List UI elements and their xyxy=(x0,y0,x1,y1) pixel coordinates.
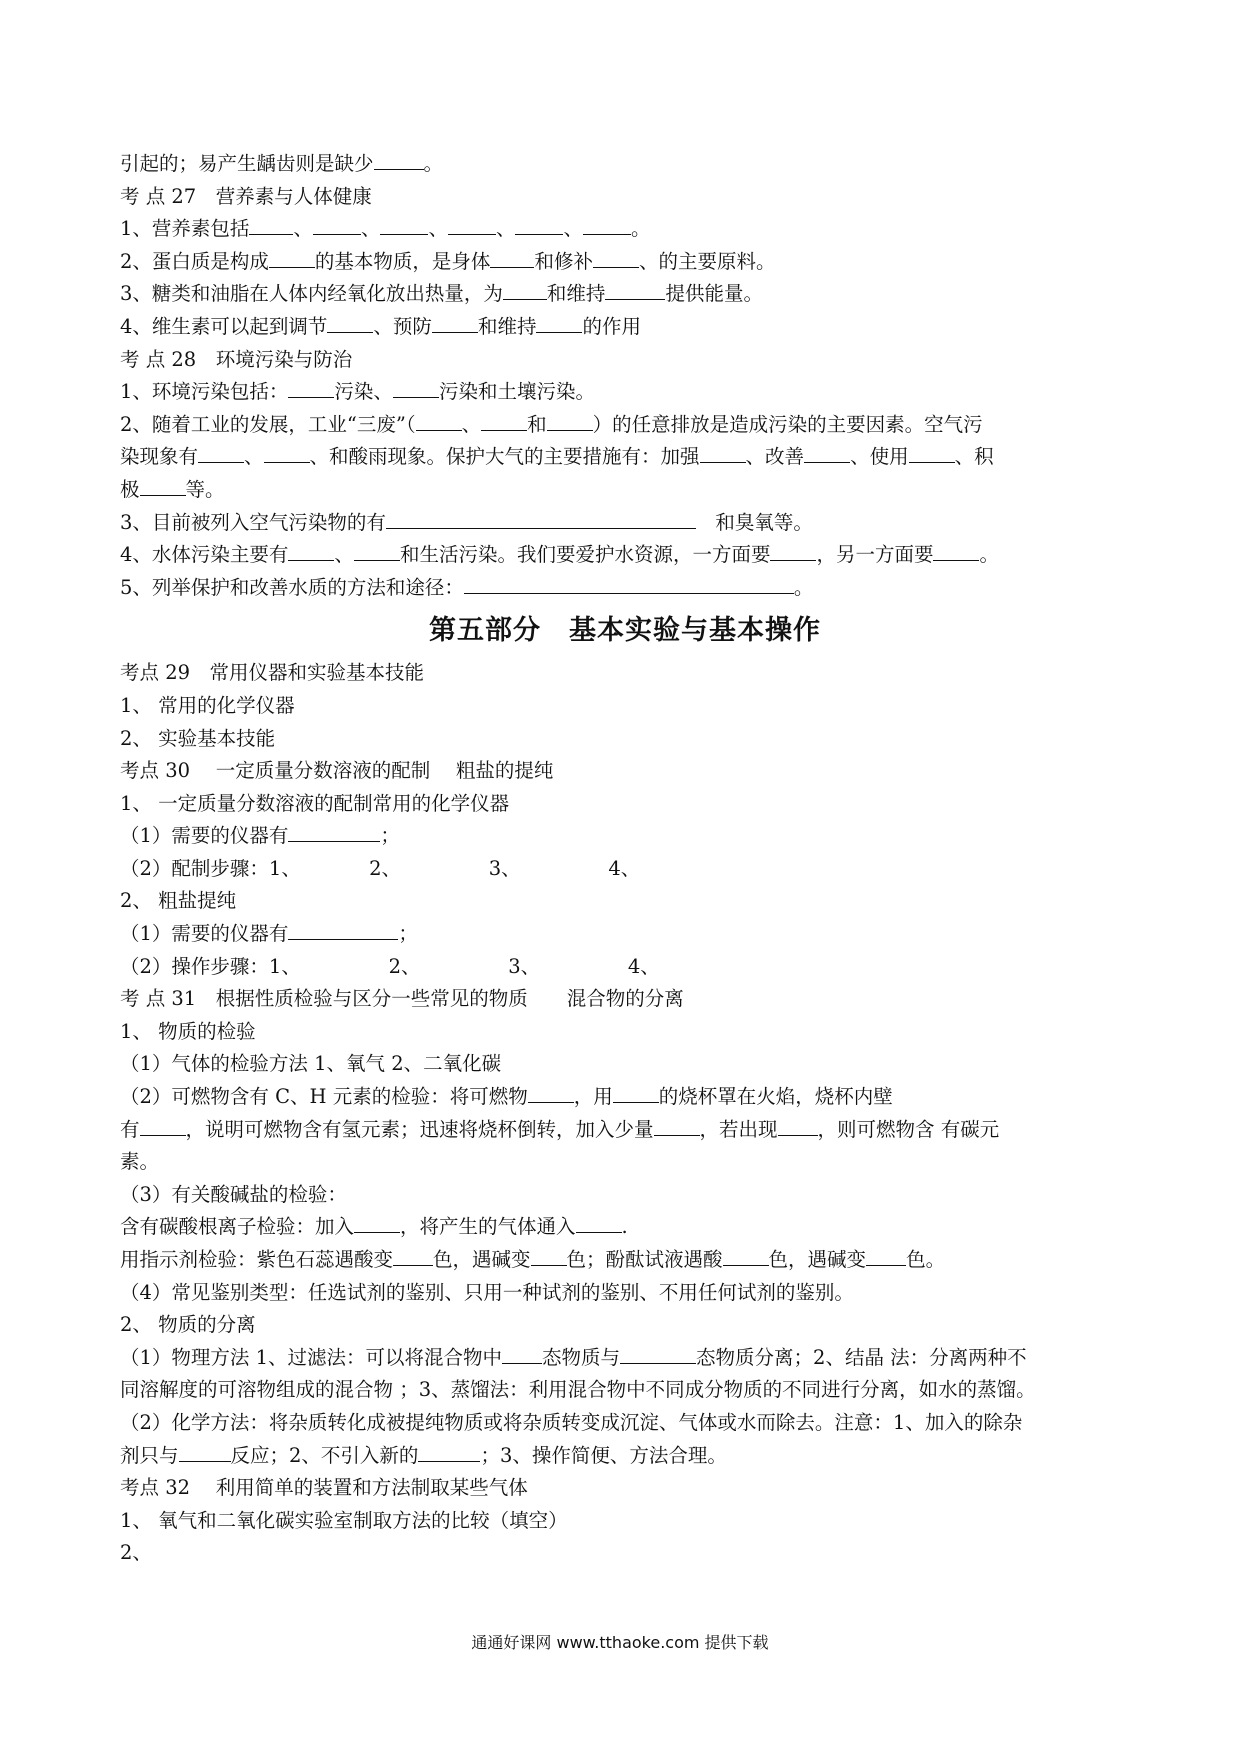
text-segment: 考点 29 常用仪器和实验基本技能 xyxy=(120,661,425,685)
text-segment: 和臭氧等。 xyxy=(695,510,813,534)
fill-in-blank xyxy=(804,444,850,464)
text-segment: 同溶解度的可溶物组成的混合物 ；3、蒸馏法：利用混合物中不同成分物质的不同进行分离，如水的蒸馏。 xyxy=(120,1378,1036,1402)
text-segment: 。 xyxy=(979,543,999,567)
text-segment: 态物质与 xyxy=(542,1345,621,1369)
text-line xyxy=(120,1407,1130,1440)
text-line xyxy=(120,723,1130,756)
fill-in-blank xyxy=(502,1344,542,1364)
text-segment: ，则可燃物含 有碳元 xyxy=(817,1117,1000,1141)
text-line xyxy=(120,311,1130,344)
fill-in-blank xyxy=(313,216,361,236)
text-segment: 考 点 28 环境污染与防治 xyxy=(120,347,353,371)
fill-in-blank xyxy=(288,823,380,843)
text-line xyxy=(120,951,1130,984)
text-line xyxy=(120,1179,1130,1212)
text-line xyxy=(120,918,1130,951)
text-segment: 等。 xyxy=(185,477,225,501)
text-line xyxy=(120,820,1130,853)
fill-in-blank xyxy=(536,313,582,333)
text-segment: . xyxy=(621,1215,628,1239)
text-segment: 1、 物质的检验 xyxy=(120,1019,256,1043)
text-line xyxy=(120,1114,1130,1147)
text-line xyxy=(120,1342,1130,1375)
fill-in-blank xyxy=(613,1084,659,1104)
document-body xyxy=(120,148,1130,1570)
text-segment: 和生活污染。我们要爱护水资源，一方面要 xyxy=(399,543,771,567)
fill-in-blank xyxy=(515,216,563,236)
text-segment: 、和酸雨现象。保护大气的主要措施有：加强 xyxy=(309,445,700,469)
text-segment: 和修补 xyxy=(534,249,593,273)
text-segment: 的基本物质，是身体 xyxy=(314,249,491,273)
fill-in-blank xyxy=(269,248,315,268)
text-line xyxy=(120,376,1130,409)
text-segment: （1）需要的仪器有 xyxy=(120,824,289,848)
fill-in-blank xyxy=(654,1116,700,1136)
text-line xyxy=(120,148,1130,181)
text-segment: 污染、 xyxy=(334,380,393,404)
text-line xyxy=(120,441,1130,474)
text-line xyxy=(120,690,1130,723)
text-segment: 。 xyxy=(793,575,814,599)
fill-in-blank xyxy=(140,476,186,496)
fill-in-blank xyxy=(198,444,244,464)
text-line xyxy=(120,1211,1130,1244)
text-segment: 。 xyxy=(423,152,444,175)
text-segment: 2、随着工业的发展，工业“三废”（ xyxy=(120,412,416,436)
text-segment: ，另一方面要 xyxy=(816,543,934,567)
fill-in-blank xyxy=(576,1214,622,1234)
text-segment: 提供能量。 xyxy=(665,282,763,306)
text-segment: 2、 物质的分离 xyxy=(120,1313,256,1337)
fill-in-blank xyxy=(547,411,593,431)
text-segment: 、 xyxy=(461,412,482,436)
text-segment: 、预防 xyxy=(373,314,432,338)
text-segment: 3、目前被列入空气污染物的有 xyxy=(120,510,386,534)
text-segment: （2）操作步骤：1、 2、 3、 4、 xyxy=(120,954,660,978)
fill-in-blank xyxy=(464,574,794,594)
text-line xyxy=(120,474,1130,507)
fill-in-blank xyxy=(354,542,400,562)
fill-in-blank xyxy=(264,444,310,464)
text-line xyxy=(120,181,1130,214)
fill-in-blank xyxy=(432,313,478,333)
text-segment: 、积 xyxy=(954,445,994,469)
text-line xyxy=(120,1277,1130,1310)
text-segment: （1）物理方法 1、过滤法：可以将混合物中 xyxy=(120,1345,503,1369)
text-segment: 态物质分离；2、结晶 法：分离两种不 xyxy=(696,1345,1027,1369)
text-line xyxy=(120,1505,1130,1538)
text-segment: （1）需要的仪器有 xyxy=(120,922,289,946)
fill-in-blank xyxy=(393,1246,433,1266)
fill-in-blank xyxy=(933,542,979,562)
text-line xyxy=(120,1244,1130,1277)
fill-in-blank xyxy=(288,542,334,562)
text-segment: 。 xyxy=(631,217,651,241)
page-footer: 通通好课网 www.tthaoke.com 提供下载 xyxy=(471,1633,769,1652)
text-line xyxy=(120,1146,1130,1179)
text-line xyxy=(120,755,1130,788)
fill-in-blank xyxy=(770,542,816,562)
fill-in-blank xyxy=(531,1246,567,1266)
text-segment: ，说明可燃物含有氢元素；迅速将烧杯倒转，加入少量 xyxy=(185,1117,654,1141)
text-line xyxy=(120,1472,1130,1505)
text-segment: 考 点 31 根据性质检验与区分一些常见的物质 混合物的分离 xyxy=(120,987,684,1011)
text-line xyxy=(120,885,1130,918)
text-line xyxy=(120,278,1130,311)
text-segment: （2）可燃物含有 C、H 元素的检验：将可燃物 xyxy=(120,1085,528,1109)
text-line xyxy=(120,657,1130,690)
text-segment: 、 xyxy=(428,217,448,241)
fill-in-blank xyxy=(620,1344,696,1364)
text-line xyxy=(120,1537,1130,1570)
text-segment: 和 xyxy=(527,412,547,436)
text-line xyxy=(120,409,1130,442)
text-line xyxy=(120,1374,1130,1407)
text-segment: 2、蛋白质是构成 xyxy=(120,249,269,273)
fill-in-blank xyxy=(778,1116,818,1136)
text-segment: 4、维生素可以起到调节 xyxy=(120,314,328,338)
fill-in-blank xyxy=(593,248,639,268)
text-segment: 的烧杯罩在火焰，烧杯内壁 xyxy=(658,1085,893,1109)
fill-in-blank xyxy=(288,379,334,399)
text-line xyxy=(120,1081,1130,1114)
text-segment: 、 xyxy=(563,217,583,241)
text-line xyxy=(120,853,1130,886)
text-segment: （2）配制步骤：1、 2、 3、 4、 xyxy=(120,856,641,880)
text-segment: 2、 xyxy=(120,1541,152,1565)
text-segment: 、 xyxy=(495,217,516,241)
fill-in-blank xyxy=(140,1116,186,1136)
text-segment: （3）有关酸碱盐的检验： xyxy=(120,1182,347,1206)
text-segment: ）的任意排放是造成污染的主要因素。空气污 xyxy=(592,412,983,436)
text-segment: ，用 xyxy=(573,1085,613,1109)
text-segment: ；3、操作简便、方法合理。 xyxy=(480,1443,727,1467)
text-line xyxy=(120,539,1130,572)
text-segment: ； xyxy=(398,922,418,946)
text-segment: 1、 氧气和二氧化碳实验室制取方法的比较（填空） xyxy=(120,1508,568,1532)
fill-in-blank xyxy=(416,411,462,431)
text-line xyxy=(120,983,1130,1016)
text-line xyxy=(120,246,1130,279)
fill-in-blank xyxy=(481,411,527,431)
text-line xyxy=(120,1440,1130,1473)
fill-in-blank xyxy=(288,921,398,941)
text-segment: 色。 xyxy=(906,1248,946,1271)
text-segment: （4）常见鉴别类型：任选试剂的鉴别、只用一种试剂的鉴别、不用任何试剂的鉴别。 xyxy=(120,1280,854,1304)
fill-in-blank xyxy=(700,444,746,464)
text-segment: 色；酚酞试液遇酸 xyxy=(566,1248,723,1271)
text-segment: 、改善 xyxy=(745,445,805,469)
text-segment: 、 xyxy=(293,217,313,241)
text-segment: 色，遇碱变 xyxy=(768,1248,867,1271)
fill-in-blank xyxy=(354,1214,400,1234)
fill-in-blank xyxy=(327,313,373,333)
text-segment: 4、水体污染主要有 xyxy=(120,543,289,567)
text-line xyxy=(120,1048,1130,1081)
text-segment: 色，遇碱变 xyxy=(433,1248,531,1271)
text-segment: 引起的；易产生龋齿则是缺少 xyxy=(120,152,374,175)
text-segment: （1）气体的检验方法 1、氧气 2、二氧化碳 xyxy=(120,1052,502,1076)
text-segment: ，若出现 xyxy=(699,1117,778,1141)
text-segment: 、 xyxy=(334,543,354,567)
fill-in-blank xyxy=(866,1246,906,1266)
text-segment: 2、 粗盐提纯 xyxy=(120,889,237,913)
text-segment: 用指示剂检验：紫色石蕊遇酸变 xyxy=(120,1248,394,1271)
text-segment: ； xyxy=(380,824,400,848)
text-segment: 考点 32 利用简单的装置和方法制取某些气体 xyxy=(120,1476,528,1500)
fill-in-blank xyxy=(503,281,547,301)
fill-in-blank xyxy=(490,248,534,268)
text-segment: ，将产生的气体通入 xyxy=(400,1215,576,1239)
text-line xyxy=(120,213,1130,246)
text-line xyxy=(120,1016,1130,1049)
fill-in-blank xyxy=(583,216,631,236)
text-segment: 和维持 xyxy=(546,282,606,306)
text-segment: 1、 一定质量分数溶液的配制常用的化学仪器 xyxy=(120,791,510,815)
text-segment: 反应；2、不引入新的 xyxy=(230,1443,419,1467)
fill-in-blank xyxy=(374,150,424,170)
text-segment: 5、列举保护和改善水质的方法和途径： xyxy=(120,575,464,599)
text-segment: 的作用 xyxy=(582,314,641,338)
text-segment: 、使用 xyxy=(850,445,909,469)
fill-in-blank xyxy=(386,509,696,529)
text-segment: （2）化学方法：将杂质转化成被提纯物质或将杂质转变成沉淀、气体或水而除去。注意：1、加入的除杂 xyxy=(120,1410,1023,1434)
text-segment: 1、 常用的化学仪器 xyxy=(120,693,295,717)
text-segment: 1、环境污染包括： xyxy=(120,380,289,404)
fill-in-blank xyxy=(393,379,439,399)
fill-in-blank xyxy=(723,1246,769,1266)
fill-in-blank xyxy=(605,281,665,301)
text-segment: 2、 实验基本技能 xyxy=(120,726,276,750)
fill-in-blank xyxy=(909,444,955,464)
fill-in-blank xyxy=(179,1442,231,1462)
text-segment: 、 xyxy=(244,445,264,469)
text-line xyxy=(120,344,1130,377)
text-segment: 有 xyxy=(120,1117,140,1141)
fill-in-blank xyxy=(249,216,293,236)
text-segment: 含有碳酸根离子检验：加入 xyxy=(120,1215,355,1239)
text-segment: 1、营养素包括 xyxy=(120,217,250,241)
text-segment: 、的主要原料。 xyxy=(638,249,776,273)
text-segment: 剂只与 xyxy=(120,1443,179,1467)
text-line xyxy=(120,1309,1130,1342)
text-segment: 、 xyxy=(360,217,381,241)
text-segment: 3、糖类和油脂在人体内经氧化放出热量，为 xyxy=(120,282,503,306)
fill-in-blank xyxy=(528,1084,574,1104)
text-segment: 考点 30 一定质量分数溶液的配制 粗盐的提纯 xyxy=(120,759,554,783)
text-line xyxy=(120,572,1130,605)
text-segment: 和维持 xyxy=(477,314,537,338)
text-line xyxy=(120,788,1130,821)
text-segment: 染现象有 xyxy=(120,445,199,469)
text-segment: 极 xyxy=(120,477,140,501)
text-segment: 污染和土壤污染。 xyxy=(438,380,595,404)
text-segment: 考 点 27 营养素与人体健康 xyxy=(120,184,372,208)
fill-in-blank xyxy=(418,1442,480,1462)
text-segment: 素。 xyxy=(120,1150,160,1174)
fill-in-blank xyxy=(380,216,428,236)
text-line xyxy=(120,507,1130,540)
section-heading: 第五部分 基本实验与基本操作 xyxy=(429,615,821,647)
fill-in-blank xyxy=(448,216,496,236)
